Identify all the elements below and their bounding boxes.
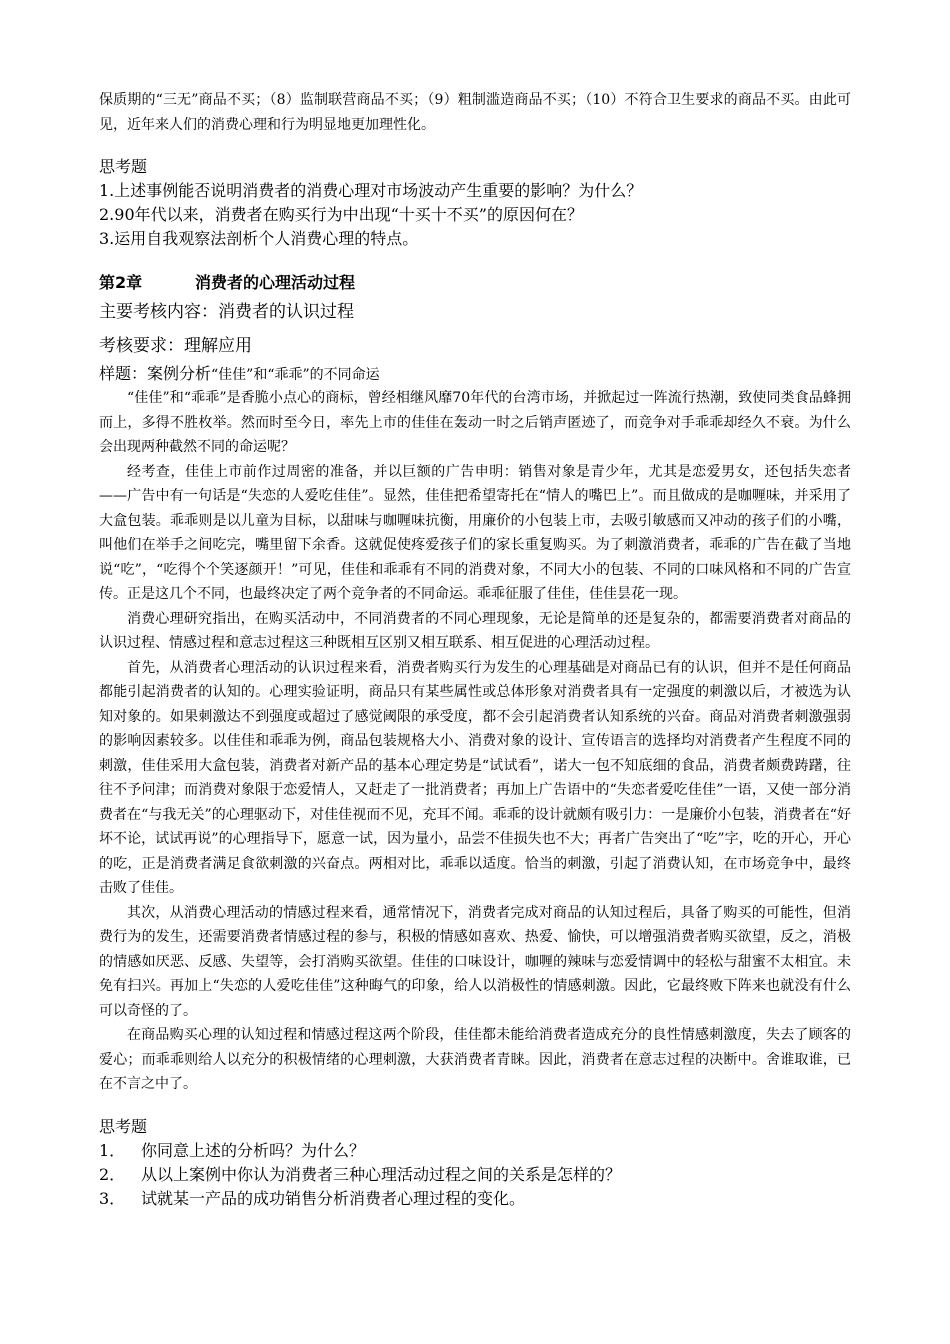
question-number: 1．: [99, 1140, 126, 1160]
sample-title: “佳佳”和“乖乖”的不同命运: [211, 367, 380, 383]
question-text: 从以上案例中你认为消费者三种心理活动过程之间的关系是怎样的？: [141, 1164, 622, 1184]
intro-paragraph: 保质期的“三无”商品不买；（8）监制联营商品不买；（9）粗制滥造商品不买；（10）不符合卫生要求的商品不买。由此可见，近年来人们的消费心理和行为明显地更加理性化。: [99, 92, 851, 133]
question-item: [99, 1187, 851, 1211]
case-paragraph: 在商品购买心理的认知过程和情感过程这两个阶段，佳佳都未能给消费者造成充分的良性情感刺激度，失去了顾客的爱心；而乖乖则给人以充分的积极情绪的心理刺激，大获消费者青睐。因此，消费者在意志过程的决断中。舍谁取谁，已在不言之中了。: [99, 1027, 851, 1092]
case-paragraph: 消费心理研究指出，在购买活动中，不同消费者的不同心理现象，无论是简单的还是复杂的，都需要消费者对商品的认识过程、情感过程和意志过程这三种既相互区别又相互联系、相互促进的心理活动过程。: [99, 610, 851, 651]
question-item: 3.运用自我观察法剖析个人消费心理的特点。: [99, 229, 419, 248]
sample-label: 样题：案例分析: [99, 364, 212, 383]
case-paragraph: 其次，从消费心理活动的情感过程来看，通常情况下，消费者完成对商品的认知过程后，具备了购买的可能性，但消费行为的发生，还需要消费者情感过程的参与，积极的情感如喜欢、热爱、愉快，可以增强消费者购买欲望，反之，消极的情感如厌恶、反感、失望等，会打消购买欲望。佳佳的口味设计，咖喱的辣味与恋爱情调中的轻松与甜蜜不太相宜。未免有扫兴。再加上“失恋的人爱吃佳佳”这种晦气的印象，给人以消极性的情感刺激。因此，它最终败下阵来也就没有什么可以奇怪的了。: [99, 904, 851, 1019]
case-paragraph: “佳佳”和“乖乖”是香脆小点心的商标，曾经相继风靡70年代的台湾市场，并掀起过一阵流行热潮，致使同类食品蜂拥而上，多得不胜枚举。然而时至今日，率先上市的佳佳在轰动一时之后销声匿迹了，而竞争对手乖乖却经久不衰。为什么会出现两种截然不同的命运呢？: [99, 390, 851, 455]
question-text: 你同意上述的分析吗？为什么？: [141, 1140, 366, 1160]
exam-requirement: 考核要求：理解应用: [99, 336, 252, 356]
questions-section-1: [99, 155, 851, 251]
question-text: 试就某一产品的成功销售分析消费者心理过程的变化。: [141, 1188, 526, 1208]
chapter-heading: [99, 271, 851, 295]
questions-section-2: [99, 1115, 851, 1211]
question-number: 3．: [99, 1188, 126, 1208]
question-number: 2．: [99, 1164, 126, 1184]
chapter-title: 消费者的心理活动过程: [195, 273, 356, 292]
question-item: 1.上述事例能否说明消费者的消费心理对市场波动产生重要的影响？为什么？: [99, 181, 643, 200]
question-item: [99, 1163, 851, 1187]
document-page: [99, 88, 851, 1211]
case-paragraph: 经考查，佳佳上市前作过周密的准备，并以巨额的广告申明：销售对象是青少年，尤其是恋爱男女，还包括失恋者——广告中有一句话是“失恋的人爱吃佳佳”。显然，佳佳把希望寄托在“情人的嘴巴上”。而且做成的是咖喱味，并采用了大盒包装。乖乖则是以儿童为目标，以甜味与咖喱味抗衡，用廉价的小包装上市，去吸引敏感而又冲动的孩子们的小嘴，叫他们在举手之间吃完，嘴里留下余香。这就促使疼爱孩子们的家长重复购买。为了刺激消费者，乖乖的广告在截了当地说“吃”，“吃得个个笑逐颜开！”可见，佳佳和乖乖有不同的消费对象，不同大小的包装、不同的口味风格和不同的广告宣传。正是这几个不同，也最终决定了两个竞争者的不同命运。乖乖征服了佳佳，佳佳昙花一现。: [99, 463, 851, 602]
chapter-number: 第2章: [99, 273, 143, 292]
question-item: [99, 1139, 851, 1163]
exam-content: 主要考核内容：消费者的认识过程: [99, 302, 354, 322]
question-item: 2.90年代以来，消费者在购买行为中出现“十买十不买”的原因何在？: [99, 205, 583, 224]
sample-heading: [99, 363, 851, 386]
case-paragraph: 首先，从消费者心理活动的认识过程来看，消费者购买行为发生的心理基础是对商品已有的认识，但并不是任何商品都能引起消费者的认知的。心理实验证明，商品只有某些属性或总体形象对消费者具有一定强度的刺激以后，才被选为认知对象的。如果刺激达不到强度或超过了感觉阈限的承受度，都不会引起消费者认知系统的兴奋。商品对消费者刺激强弱的影响因素较多。以佳佳和乖乖为例，商品包装规格大小、消费对象的设计、宣传语言的选择均对消费者产生程度不同的刺激，佳佳采用大盒包装，消费者对新产品的基本心理定势是“试试看”，诺大一包不知底细的食品，消费者颇费踌躇，往往不予问津；而消费对象限于恋爱情人，又赶走了一批消费者；再加上广告语中的“失恋者爱吃佳佳”一语，又使一部分消费者在“与我无关”的心理驱动下，对佳佳视而不见，充耳不闻。乖乖的设计就颇有吸引力：一是廉价小包装，消费者在“好坏不论，试试再说”的心理指导下，愿意一试，因为量小，品尝不佳损失也不大；再者广告突出了“吃”字，吃的开心，开心的吃，正是消费者满足食欲刺激的兴奋点。两相对比，乖乖以适度。恰当的刺激，引起了消费认知，在市场竞争中，最终击败了佳佳。: [99, 659, 851, 896]
questions-heading-1: 思考题: [99, 157, 148, 176]
questions-heading-2: 思考题: [99, 1116, 148, 1136]
